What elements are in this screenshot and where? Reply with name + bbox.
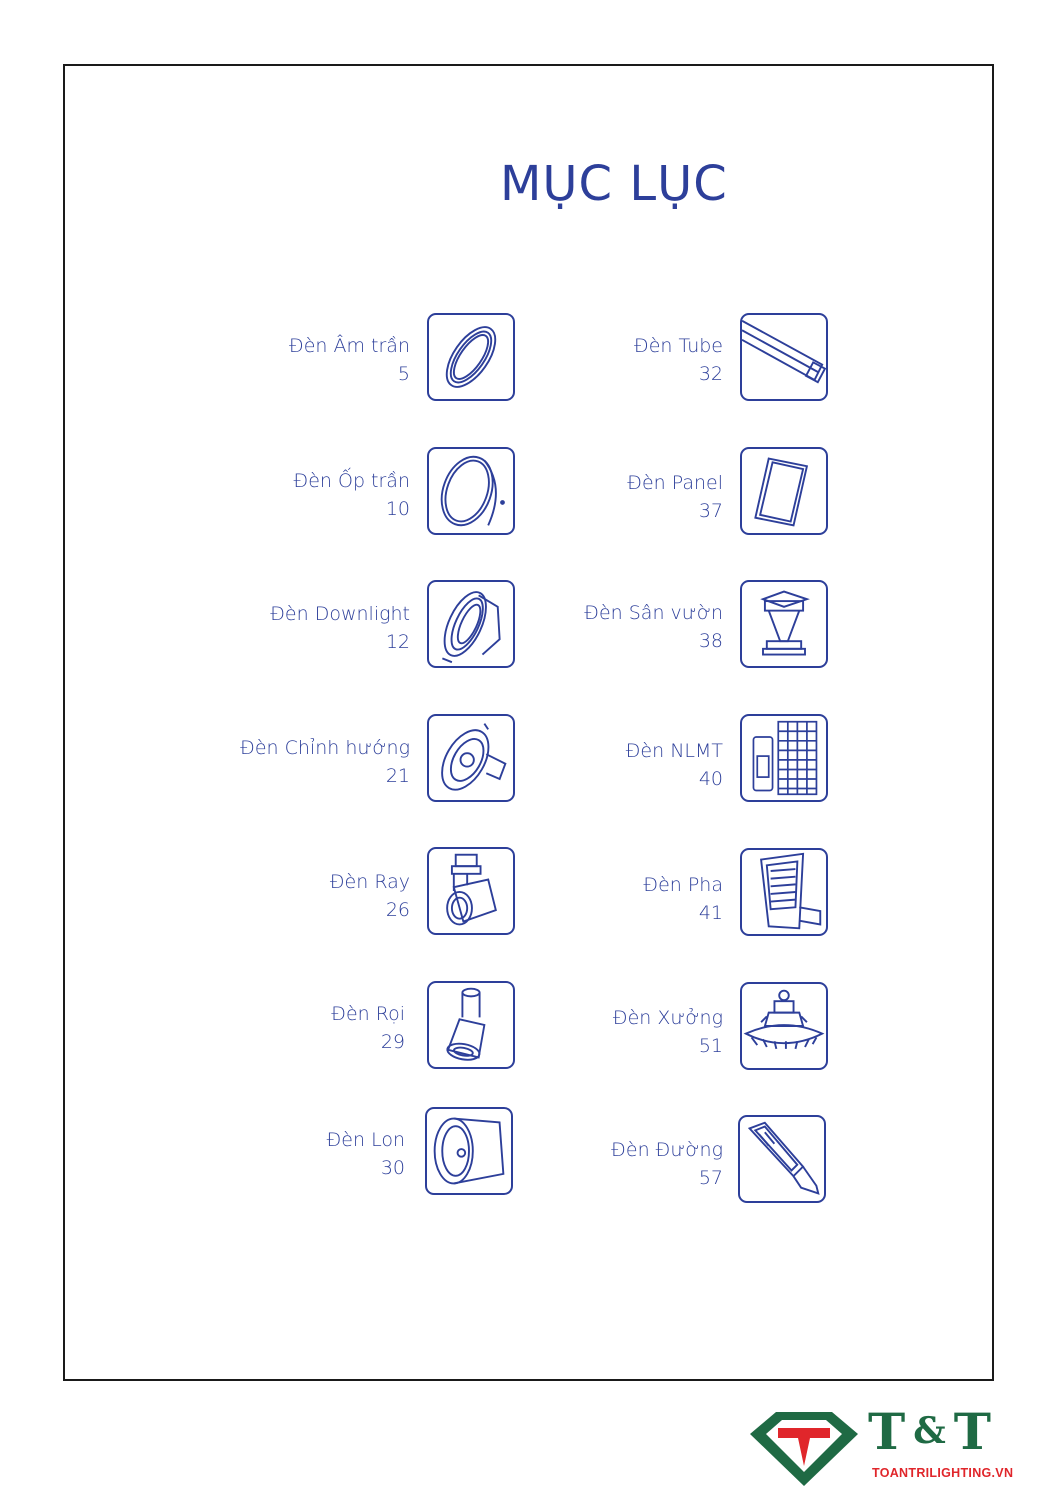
- diamond-logo-icon: [748, 1408, 860, 1488]
- street-light-icon: [738, 1115, 826, 1203]
- toc-label: Đèn Rọi 29: [331, 1003, 405, 1053]
- toc-label: Đèn Chỉnh hướng 21: [240, 737, 410, 787]
- toc-label: Đèn Lon 30: [326, 1129, 405, 1179]
- brand-url[interactable]: TOANTRILIGHTING.VN: [872, 1466, 1014, 1480]
- flood-light-icon: [740, 848, 828, 936]
- toc-label: Đèn Sân vườn 38: [584, 602, 723, 652]
- recessed-light-icon: [427, 313, 515, 401]
- ceiling-light-icon: [427, 447, 515, 535]
- toc-label: Đèn Pha 41: [643, 874, 723, 924]
- toc-label: Đèn Xưởng 51: [612, 1007, 723, 1057]
- toc-label: Đèn Âm trần 5: [289, 335, 410, 385]
- toc-label: Đèn NLMT 40: [625, 740, 723, 790]
- toc-label: Đèn Ốp trần 10: [293, 470, 410, 520]
- spotlight-icon: [427, 981, 515, 1069]
- track-light-icon: [427, 847, 515, 935]
- toc-label: Đèn Ray 26: [329, 871, 410, 921]
- page-frame: [63, 64, 994, 1381]
- garden-light-icon: [740, 580, 828, 668]
- solar-light-icon: [740, 714, 828, 802]
- tube-light-icon: [740, 313, 828, 401]
- page-title: MỤC LỤC: [500, 156, 728, 212]
- brand-name: T & T: [868, 1402, 993, 1461]
- highbay-light-icon: [740, 982, 828, 1070]
- adjustable-light-icon: [427, 714, 515, 802]
- toc-label: Đèn Đường 57: [611, 1139, 723, 1189]
- can-light-icon: [425, 1107, 513, 1195]
- toc-label: Đèn Panel 37: [627, 472, 723, 522]
- toc-label: Đèn Downlight 12: [270, 603, 410, 653]
- toc-label: Đèn Tube 32: [633, 335, 723, 385]
- panel-light-icon: [740, 447, 828, 535]
- brand-logo: [748, 1402, 1048, 1488]
- downlight-icon: [427, 580, 515, 668]
